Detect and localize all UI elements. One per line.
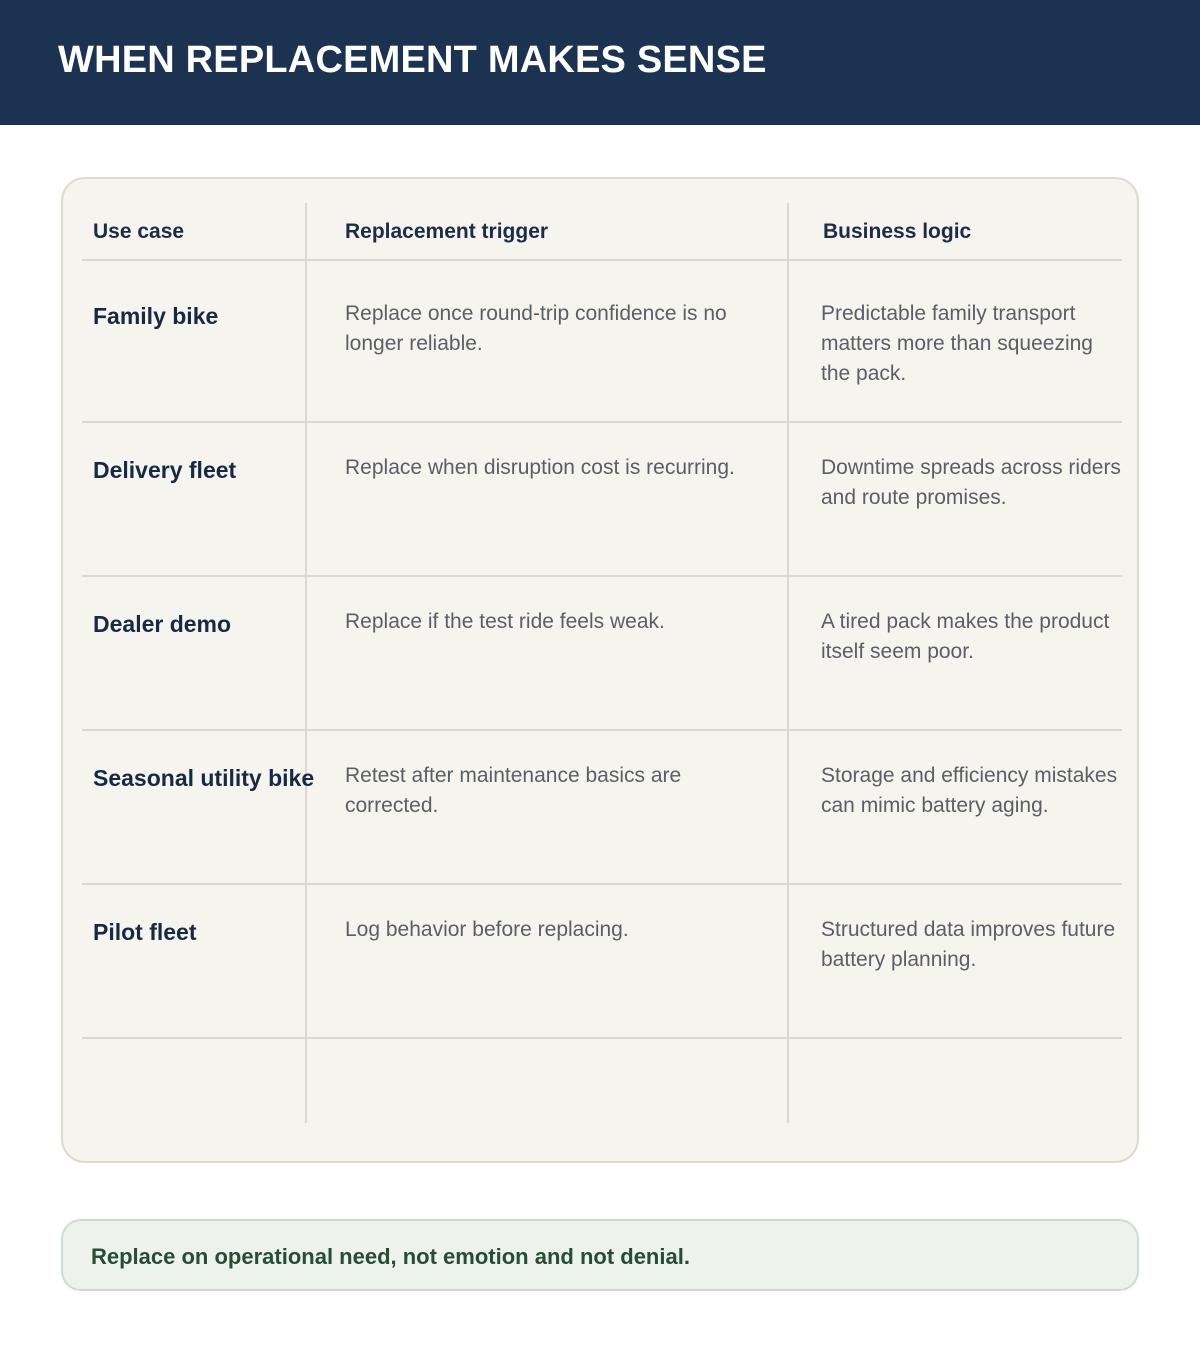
summary-callout	[61, 1219, 1139, 1291]
trigger-cell: Replace if the test ride feels weak.	[345, 610, 665, 633]
logic-cell: Structured data improves future battery planning.	[821, 918, 1116, 971]
header-divider	[82, 259, 1122, 261]
trigger-cell: Retest after maintenance basics are corrected.	[345, 764, 682, 817]
header-bar	[0, 0, 1200, 125]
page-title: WHEN REPLACEMENT MAKES SENSE	[58, 39, 767, 81]
table-row	[63, 267, 1137, 421]
table-row	[63, 729, 1137, 883]
table-row	[63, 421, 1137, 575]
logic-cell: Predictable family transport matters more than squeezing the pack.	[821, 302, 1093, 385]
use-case-cell: Delivery fleet	[93, 457, 237, 483]
table-row	[63, 883, 1137, 1037]
logic-cell: Downtime spreads across riders and route promises.	[821, 456, 1121, 509]
use-case-cell: Seasonal utility bike	[93, 765, 315, 791]
column-header-replacement-trigger: Replacement trigger	[345, 220, 549, 243]
trigger-cell: Replace once round-trip confidence is no longer reliable.	[345, 302, 727, 355]
replacement-table	[61, 177, 1139, 1163]
logic-cell: A tired pack makes the product itself seem poor.	[821, 610, 1110, 663]
column-header-business-logic: Business logic	[823, 220, 972, 243]
trigger-cell: Log behavior before replacing.	[345, 918, 629, 941]
summary-text: Replace on operational need, not emotion and not denial.	[91, 1244, 690, 1269]
use-case-cell: Pilot fleet	[93, 919, 197, 945]
use-case-cell: Dealer demo	[93, 611, 232, 637]
column-header-use-case: Use case	[93, 220, 185, 243]
logic-cell: Storage and efficiency mistakes can mimic battery aging.	[821, 764, 1118, 817]
row-divider	[82, 1037, 1122, 1039]
trigger-cell: Replace when disruption cost is recurring.	[345, 456, 735, 479]
use-case-cell: Family bike	[93, 303, 219, 329]
table-row	[63, 575, 1137, 729]
